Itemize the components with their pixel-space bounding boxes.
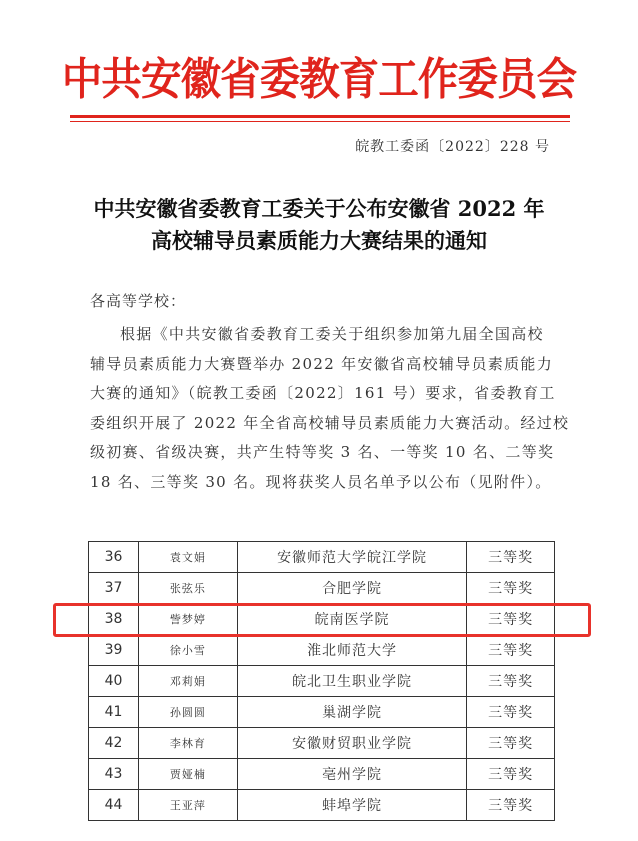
- row-number: 36: [89, 542, 139, 573]
- body-paragraph: [90, 320, 570, 497]
- winner-name: 贾娅楠: [138, 759, 237, 790]
- table-row: [89, 635, 555, 666]
- award-table: [88, 541, 555, 821]
- award-level: 三等奖: [467, 542, 555, 573]
- school-name: 安徽财贸职业学院: [237, 728, 466, 759]
- award-level: 三等奖: [467, 573, 555, 604]
- row-number: 40: [89, 666, 139, 697]
- issuing-org-header: 中共安徽省委教育工作委员会: [61, 54, 577, 105]
- document-title-line-2: 高校辅导员素质能力大赛结果的通知: [151, 228, 487, 253]
- document-title-line-1: 中共安徽省委教育工委关于公布安徽省 2022 年: [93, 196, 545, 221]
- table-row: [89, 790, 555, 821]
- school-name: 淮北师范大学: [237, 635, 466, 666]
- row-number: 43: [89, 759, 139, 790]
- table-row: [89, 542, 555, 573]
- highlight-box: [53, 603, 591, 637]
- school-name: 皖南医学院: [237, 604, 466, 635]
- winner-name: 訾梦婷: [138, 604, 237, 635]
- award-level: 三等奖: [467, 790, 555, 821]
- school-name: 蚌埠学院: [237, 790, 466, 821]
- header-rule-thin: [70, 121, 570, 122]
- winner-name: 张弦乐: [138, 573, 237, 604]
- award-level: 三等奖: [467, 759, 555, 790]
- header-rule-thick: [70, 115, 570, 118]
- body-line: 委组织开展了 2022 年全省高校辅导员素质能力大赛活动。经过校: [90, 413, 570, 432]
- school-name: 安徽师范大学皖江学院: [237, 542, 466, 573]
- row-number: 37: [89, 573, 139, 604]
- row-number: 41: [89, 697, 139, 728]
- school-name: 亳州学院: [237, 759, 466, 790]
- winner-name: 徐小雪: [138, 635, 237, 666]
- winner-name: 王亚萍: [138, 790, 237, 821]
- row-number: 42: [89, 728, 139, 759]
- table-row: [89, 666, 555, 697]
- table-row: [89, 573, 555, 604]
- award-table-wrapper: [88, 541, 555, 821]
- winner-name: 袁文娟: [138, 542, 237, 573]
- row-number: 44: [89, 790, 139, 821]
- winner-name: 李林育: [138, 728, 237, 759]
- winner-name: 邓莉娟: [138, 666, 237, 697]
- row-number: 38: [89, 604, 139, 635]
- table-row: [89, 759, 555, 790]
- body-line: 辅导员素质能力大赛暨举办 2022 年安徽省高校辅导员素质能力: [90, 354, 554, 373]
- award-level: 三等奖: [467, 604, 555, 635]
- award-level: 三等奖: [467, 635, 555, 666]
- school-name: 合肥学院: [237, 573, 466, 604]
- page-gap: [0, 504, 638, 526]
- table-row: [89, 697, 555, 728]
- body-line: 级初赛、省级决赛，共产生特等奖 3 名、一等奖 10 名、二等奖: [90, 443, 555, 461]
- document-number: 皖教工委函〔2022〕228 号: [355, 139, 550, 155]
- award-level: 三等奖: [467, 666, 555, 697]
- school-name: 巢湖学院: [237, 697, 466, 728]
- row-number: 39: [89, 635, 139, 666]
- table-row: [89, 728, 555, 759]
- award-level: 三等奖: [467, 728, 555, 759]
- body-line: 大赛的通知》（皖教工委函〔2022〕161 号）要求，省委教育工: [90, 384, 556, 402]
- body-line: 根据《中共安徽省委教育工委关于组织参加第九届全国高校: [120, 325, 544, 343]
- body-line: 18 名、三等奖 30 名。现将获奖人员名单予以公布（见附件）。: [90, 472, 552, 491]
- school-name: 皖北卫生职业学院: [237, 666, 466, 697]
- award-level: 三等奖: [467, 697, 555, 728]
- salutation: 各高等学校：: [90, 292, 187, 310]
- document-title: [0, 193, 638, 257]
- winner-name: 孙圆圆: [138, 697, 237, 728]
